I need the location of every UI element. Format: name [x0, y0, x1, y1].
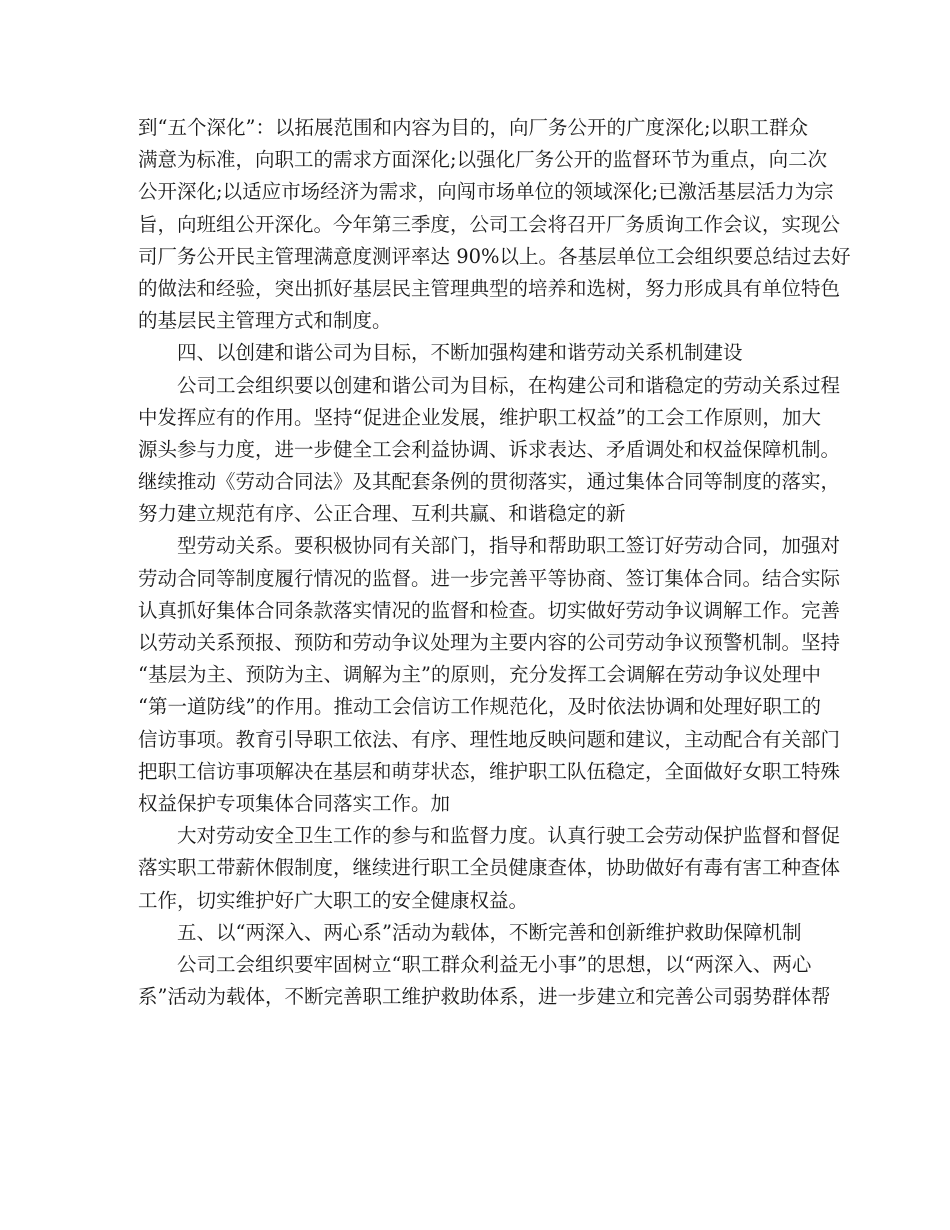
- text-line: 把职工信访事项解决在基层和萌芽状态，维护职工队伍稳定，全面做好女职工特殊: [138, 759, 841, 783]
- text-line: 落实职工带薪休假制度，继续进行职工全员健康查体，协助做好有毒有害工种查体: [138, 856, 841, 880]
- text-line: 努力建立规范有序、公正合理、互利共赢、和谐稳定的新: [138, 502, 626, 526]
- text-line: 工作，切实维护好广大职工的安全健康权益。: [138, 888, 529, 912]
- text-line: 权益保护专项集体合同落实工作。加: [138, 791, 451, 815]
- text-line: 的基层民主管理方式和制度。: [138, 309, 392, 333]
- text-line: 大对劳动安全卫生工作的参与和监督力度。认真行驶工会劳动保护监督和督促: [177, 824, 841, 848]
- text-line: 旨，向班组公开深化。今年第三季度，公司工会将召开厂务质询工作会议，实现公: [138, 212, 841, 236]
- text-line: 到“五个深化”：以拓展范围和内容为目的，向厂务公开的广度深化;以职工群众: [138, 116, 809, 139]
- text-line: 公司工会组织要以创建和谐公司为目标，在构建公司和谐稳定的劳动关系过程: [177, 373, 841, 397]
- text-line: 源头参与力度，进一步健全工会利益协调、诉求表达、矛盾调处和权益保障机制。: [138, 437, 841, 461]
- text-line: 满意为标准，向职工的需求方面深化;以强化厂务公开的监督环节为重点，向二次: [138, 148, 828, 172]
- document-page: [138, 112, 851, 1013]
- text-line: 继续推动《劳动合同法》及其配套条例的贯彻落实，通过集体合同等制度的落实，: [138, 470, 841, 494]
- text-line: 公司工会组织要牢固树立“职工群众利益无小事”的思想，以“两深入、两心: [177, 952, 812, 976]
- text-line: “基层为主、预防为主、调解为主”的原则，充分发挥工会调解在劳动争议处理中: [138, 663, 821, 687]
- text-line: 型劳动关系。要积极协同有关部门，指导和帮助职工签订好劳动合同，加强对: [177, 534, 841, 558]
- text-line: 四、以创建和谐公司为目标，不断加强构建和谐劳动关系机制建设: [177, 341, 743, 365]
- text-line: 信访事项。教育引导职工依法、有序、理性地反映问题和建议，主动配合有关部门: [138, 727, 841, 751]
- text-line: 劳动合同等制度履行情况的监督。进一步完善平等协商、签订集体合同。结合实际: [138, 566, 841, 590]
- text-line: 认真抓好集体合同条款落实情况的监督和检查。切实做好劳动争议调解工作。完善: [138, 598, 841, 622]
- text-line: 司厂务公开民主管理满意度测评率达 90%以上。各基层单位工会组织要总结过去好: [138, 244, 851, 268]
- text-line: 公开深化;以适应市场经济为需求，向闯市场单位的领域深化;已激活基层活力为宗: [138, 180, 834, 204]
- text-line: 中发挥应有的作用。坚持“促进企业发展，维护职工权益”的工会工作原则，加大: [138, 405, 821, 429]
- text-line: 系”活动为载体，不断完善职工维护救助体系，进一步建立和完善公司弱势群体帮: [138, 985, 831, 1009]
- text-line: “第一道防线”的作用。推动工会信访工作规范化，及时依法协调和处理好职工的: [138, 695, 821, 719]
- text-line: 五、以“两深入、两心系”活动为载体，不断完善和创新维护救助保障机制: [177, 920, 802, 944]
- text-line: 以劳动关系预报、预防和劳动争议处理为主要内容的公司劳动争议预警机制。坚持: [138, 631, 841, 654]
- text-line: 的做法和经验，突出抓好基层民主管理典型的培养和选树，努力形成具有单位特色: [138, 276, 841, 300]
